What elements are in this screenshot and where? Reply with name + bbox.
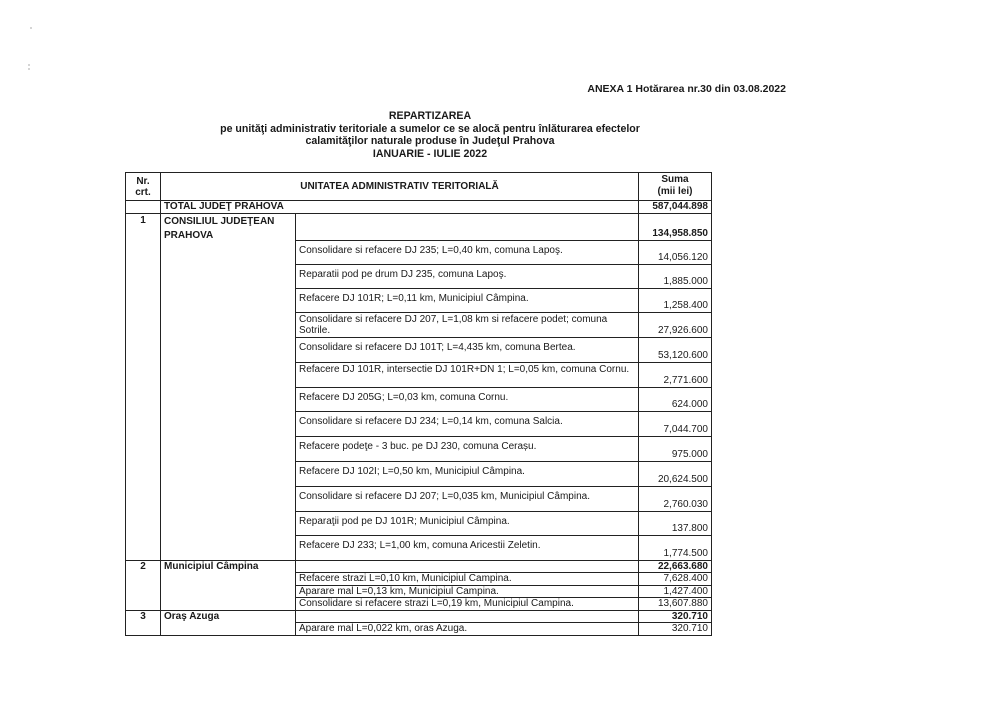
total-nr-empty	[126, 201, 161, 214]
item-desc: Consolidare si refacere DJ 207; L=0,035 km, Municipiul Câmpina.	[296, 486, 639, 511]
header-nr: Nr. crt.	[126, 173, 161, 201]
group-unit: Municipiul Câmpina	[161, 560, 296, 610]
item-sum: 7,044.700	[639, 411, 712, 436]
title-line-2: pe unităţi administrativ teritoriale a sumelor ce se alocă pentru înlăturarea efectelor	[220, 122, 640, 135]
item-sum: 53,120.600	[639, 337, 712, 362]
group-sum: 22,663.680	[639, 560, 712, 573]
item-desc: Refacere DJ 102I; L=0,50 km, Municipiul Câmpina.	[296, 461, 639, 486]
item-sum: 20,624.500	[639, 461, 712, 486]
item-desc: Consolidare si refacere DJ 207, L=1,08 km si refacere podet; comuna Sotrile.	[296, 312, 639, 337]
scan-speck	[28, 64, 30, 66]
item-desc: Refacere DJ 205G; L=0,03 km, comuna Cornu.	[296, 387, 639, 411]
item-sum: 7,628.400	[639, 573, 712, 586]
group-row	[126, 560, 712, 573]
item-desc: Aparare mal L=0,022 km, oras Azuga.	[296, 623, 639, 636]
group-nr: 3	[126, 610, 161, 635]
group-sum: 134,958.850	[639, 213, 712, 240]
item-desc: Refacere DJ 233; L=1,00 km, comuna Aricestii Zeletin.	[296, 535, 639, 560]
table-header-row	[126, 173, 712, 201]
group-unit: Oraş Azuga	[161, 610, 296, 635]
item-desc: Refacere podeţe - 3 buc. pe DJ 230, comuna Cerașu.	[296, 436, 639, 461]
header-unit: UNITATEA ADMINISTRATIV TERITORIALĂ	[161, 173, 639, 201]
group-unit: CONSILIUL JUDEŢEAN PRAHOVA	[161, 213, 296, 560]
item-desc: Refacere DJ 101R, intersectie DJ 101R+DN 1; L=0,05 km, comuna Cornu.	[296, 362, 639, 387]
item-desc: Aparare mal L=0,13 km, Municipiul Campina.	[296, 585, 639, 598]
group-row	[126, 213, 712, 240]
allocation-table	[125, 172, 712, 636]
item-sum: 137.800	[639, 511, 712, 535]
item-desc: Consolidare si refacere DJ 235; L=0,40 km, comuna Lapoş.	[296, 240, 639, 264]
total-sum: 587,044.898	[639, 201, 712, 214]
annex-reference: ANEXA 1 Hotărarea nr.30 din 03.08.2022	[587, 83, 786, 95]
item-sum: 1,258.400	[639, 288, 712, 312]
total-row	[126, 201, 712, 214]
item-desc: Consolidare si refacere strazi L=0,19 km, Municipiul Campina.	[296, 598, 639, 611]
title-line-1: REPARTIZAREA	[388, 110, 472, 122]
group-nr: 1	[126, 213, 161, 560]
item-desc: Refacere DJ 101R; L=0,11 km, Municipiul Câmpina.	[296, 288, 639, 312]
scan-speck	[30, 27, 32, 29]
item-sum: 13,607.880	[639, 598, 712, 611]
item-desc: Consolidare si refacere DJ 234; L=0,14 km, comuna Salcia.	[296, 411, 639, 436]
group-nr: 2	[126, 560, 161, 610]
title-line-3: calamităţilor naturale produse în Judeţul Prahova	[305, 135, 555, 148]
document-title	[180, 110, 680, 160]
item-sum: 1,774.500	[639, 535, 712, 560]
scan-speck	[28, 68, 30, 70]
item-desc: Refacere strazi L=0,10 km, Municipiul Campina.	[296, 573, 639, 586]
group-desc-empty	[296, 560, 639, 573]
title-line-4: IANUARIE - IULIE 2022	[372, 147, 488, 160]
group-desc-empty	[296, 213, 639, 240]
item-sum: 1,427.400	[639, 585, 712, 598]
item-desc: Consolidare si refacere DJ 101T; L=4,435 km, comuna Bertea.	[296, 337, 639, 362]
item-sum: 27,926.600	[639, 312, 712, 337]
total-label: TOTAL JUDEŢ PRAHOVA	[161, 201, 639, 214]
item-sum: 2,760.030	[639, 486, 712, 511]
item-sum: 975.000	[639, 436, 712, 461]
item-desc: Reparaţii pod pe DJ 101R; Municipiul Câmpina.	[296, 511, 639, 535]
item-sum: 1,885.000	[639, 264, 712, 288]
header-sum: Suma (mii lei)	[639, 173, 712, 201]
item-sum: 624.000	[639, 387, 712, 411]
group-desc-empty	[296, 610, 639, 623]
group-row	[126, 610, 712, 623]
item-sum: 14,056.120	[639, 240, 712, 264]
item-sum: 320.710	[639, 623, 712, 636]
item-desc: Reparatii pod pe drum DJ 235, comuna Lapoş.	[296, 264, 639, 288]
group-sum: 320.710	[639, 610, 712, 623]
item-sum: 2,771.600	[639, 362, 712, 387]
